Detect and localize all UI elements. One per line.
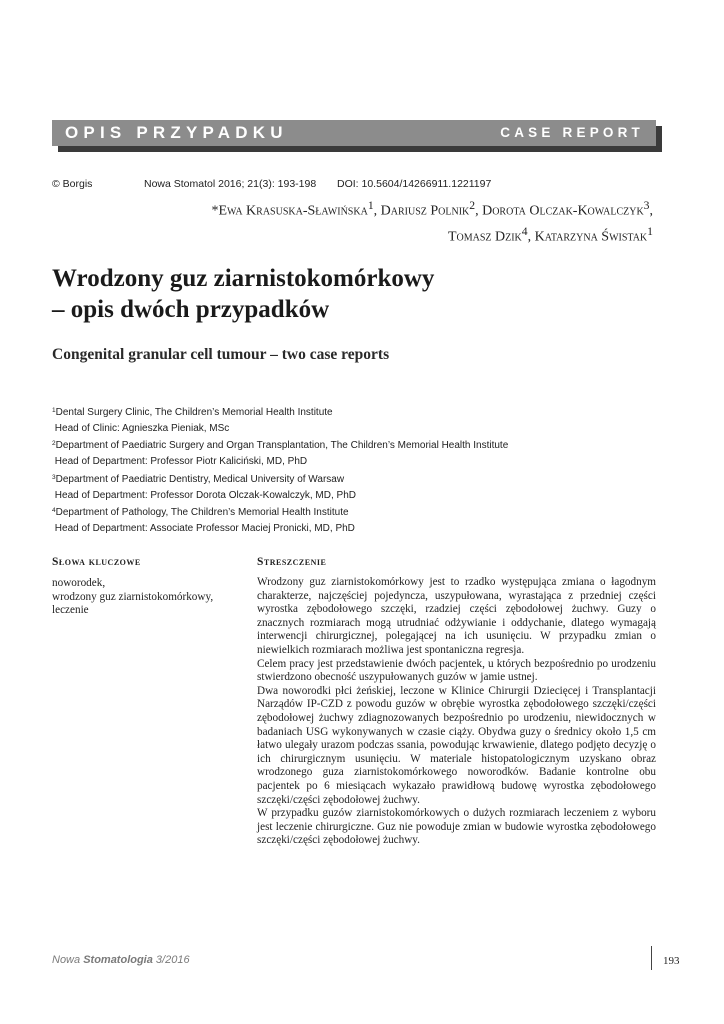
citation: Nowa Stomatol 2016; 21(3): 193-198	[144, 178, 317, 190]
article-title	[52, 263, 434, 325]
author-affiliation: 4	[521, 224, 528, 238]
keywords-heading: Słowa kluczowe	[52, 556, 141, 568]
author-line-2: Tomasz Dzik$^4$, Katarzyna Świstak$^1$	[447, 224, 653, 245]
author-list	[93, 196, 653, 247]
abstract-body	[257, 576, 656, 848]
abstract-paragraph: Dwa noworodki płci żeńskiej, leczone w Klinice Chirurgii Dziecięcej i Transplantacji Narządów IP-CZD z powodu guzów w obrębie wyrostka zębodołowego szczęki/części zębodołowej żuchwy zdiagnozowanych bezpośrednio po urodzeniu, niewidocznych w badaniach USG wykonywanych w czasie ciąży. Obydwa guzy o średnicy około 1,5 cm łatwo ulegały urazom podczas ssania, powodując krwawienie, dlatego podjęto decyzję o ich chirurgicznym usunięciu. W materiale histopatologicznym uzyskano obraz wrodzonego guza ziarnistokomórkowego noworodków. Badanie kontrolne obu pacjentek po 6 miesiącach wykazało prawidłową budowę wyrostka zębodołowego szczęki/części zębodołowej żuchwy.	[257, 684, 656, 806]
keyword-item: noworodek,	[52, 577, 106, 589]
keyword-item: wrodzony guz ziarnistokomórkowy,	[52, 590, 214, 603]
section-label-pl: OPIS PRZYPADKU	[65, 123, 288, 142]
affiliation-number: 3	[52, 473, 56, 481]
author-line-1: *Ewa Krasuska-Sławińska$^1$, Dariusz Polnik$^2$, Dorota Olczak-Kowalczyk$^3$,	[211, 199, 653, 219]
affiliation-line	[52, 421, 672, 437]
affiliation-text: Department of Paediatric Dentistry, Medical University of Warsaw	[55, 473, 345, 485]
affiliation-text: Head of Department: Associate Professor Maciej Pronicki, MD, PhD	[54, 522, 355, 534]
affiliation-line	[52, 454, 672, 470]
affiliations	[52, 403, 672, 537]
copyright: © Borgis	[52, 178, 93, 190]
author-name: Katarzyna Świstak	[534, 229, 648, 245]
affiliation-number: 4	[52, 507, 56, 515]
author-name: Dariusz Polnik	[380, 203, 470, 219]
affiliation-line	[52, 521, 672, 537]
affiliation-line	[52, 403, 672, 421]
affiliation-text: Dental Surgery Clinic, The Children’s Memorial Health Institute	[55, 407, 333, 418]
affiliation-line	[52, 470, 672, 488]
page-number: 193	[663, 955, 680, 967]
section-label-en: CASE REPORT	[500, 125, 644, 140]
abstract-paragraph: Wrodzony guz ziarnistokomórkowy jest to rzadko występująca zmiana o łagodnym charakterze, najczęściej pojedyncza, uszypułowana, wyrastająca z przedniej części wyrostka zębodołowego szczęki, rzadziej części zębodołowej żuchwy. Guzy o znacznych rozmiarach mogą utrudniać odżywianie i oddychanie, dlatego wymagają interwencji chirurgicznej, polegającej na ich usunięciu. W przypadku zmian o niewielkich rozmiarach możliwa jest spontaniczna regresja.	[257, 576, 656, 656]
author-name: Tomasz Dzik	[447, 229, 522, 245]
abstract-heading: Streszczenie	[257, 556, 327, 568]
author-affiliation: 1	[367, 199, 374, 212]
affiliation-number: 2	[52, 440, 56, 448]
footer-divider	[651, 946, 652, 970]
author-affiliation: 3	[643, 199, 650, 212]
author-name: Ewa Krasuska-Sławińska	[218, 203, 368, 219]
affiliation-text: Head of Department: Professor Dorota Olczak-Kowalczyk, MD, PhD	[54, 489, 356, 501]
journal-issue: 3/2016	[152, 954, 190, 966]
author-affiliation: 2	[469, 199, 476, 212]
affiliation-text: Department of Paediatric Surgery and Organ Transplantation, The Children’s Memorial Health Institute	[55, 440, 509, 452]
affiliation-text: Head of Clinic: Agnieszka Pieniak, MSc	[54, 422, 230, 434]
affiliation-line	[52, 503, 672, 521]
corresponding-marker: *	[211, 203, 219, 219]
journal-prefix: Nowa	[52, 954, 84, 966]
journal-footer	[52, 954, 190, 966]
keywords-list	[52, 577, 242, 618]
title-line-1: Wrodzony guz ziarnistokomórkowy	[52, 265, 435, 292]
keyword-item: leczenie	[52, 604, 89, 617]
affiliation-number: 1	[52, 407, 56, 414]
journal-name: Stomatologia	[83, 954, 153, 966]
author-affiliation: 1	[647, 224, 653, 238]
section-banner	[52, 120, 656, 146]
article-subtitle: Congenital granular cell tumour – two case reports	[52, 346, 390, 363]
author-name: Dorota Olczak-Kowalczyk	[482, 203, 644, 219]
abstract-paragraph: W przypadku guzów ziarnistokomórkowych o dużych rozmiarach leczeniem z wyboru jest leczenie chirurgiczne. Guz nie powoduje zmian w budowie wyrostka zębodołowego szczęki/części zębodołowej żuchwy.	[257, 807, 656, 847]
affiliation-text: Head of Department: Professor Piotr Kaliciński, MD, PhD	[54, 456, 308, 468]
affiliation-line	[52, 436, 672, 454]
abstract-paragraph: Celem pracy jest przedstawienie dwóch pacjentek, u których bezpośrednio po urodzeniu stwierdzono obecność uszypułowanych guzów w jamie ustnej.	[257, 657, 656, 684]
title-line-2: – opis dwóch przypadków	[52, 296, 330, 323]
doi: DOI: 10.5604/14266911.1221197	[337, 178, 492, 190]
affiliation-text: Department of Pathology, The Children’s Memorial Health Institute	[55, 507, 349, 519]
affiliation-line	[52, 488, 672, 504]
